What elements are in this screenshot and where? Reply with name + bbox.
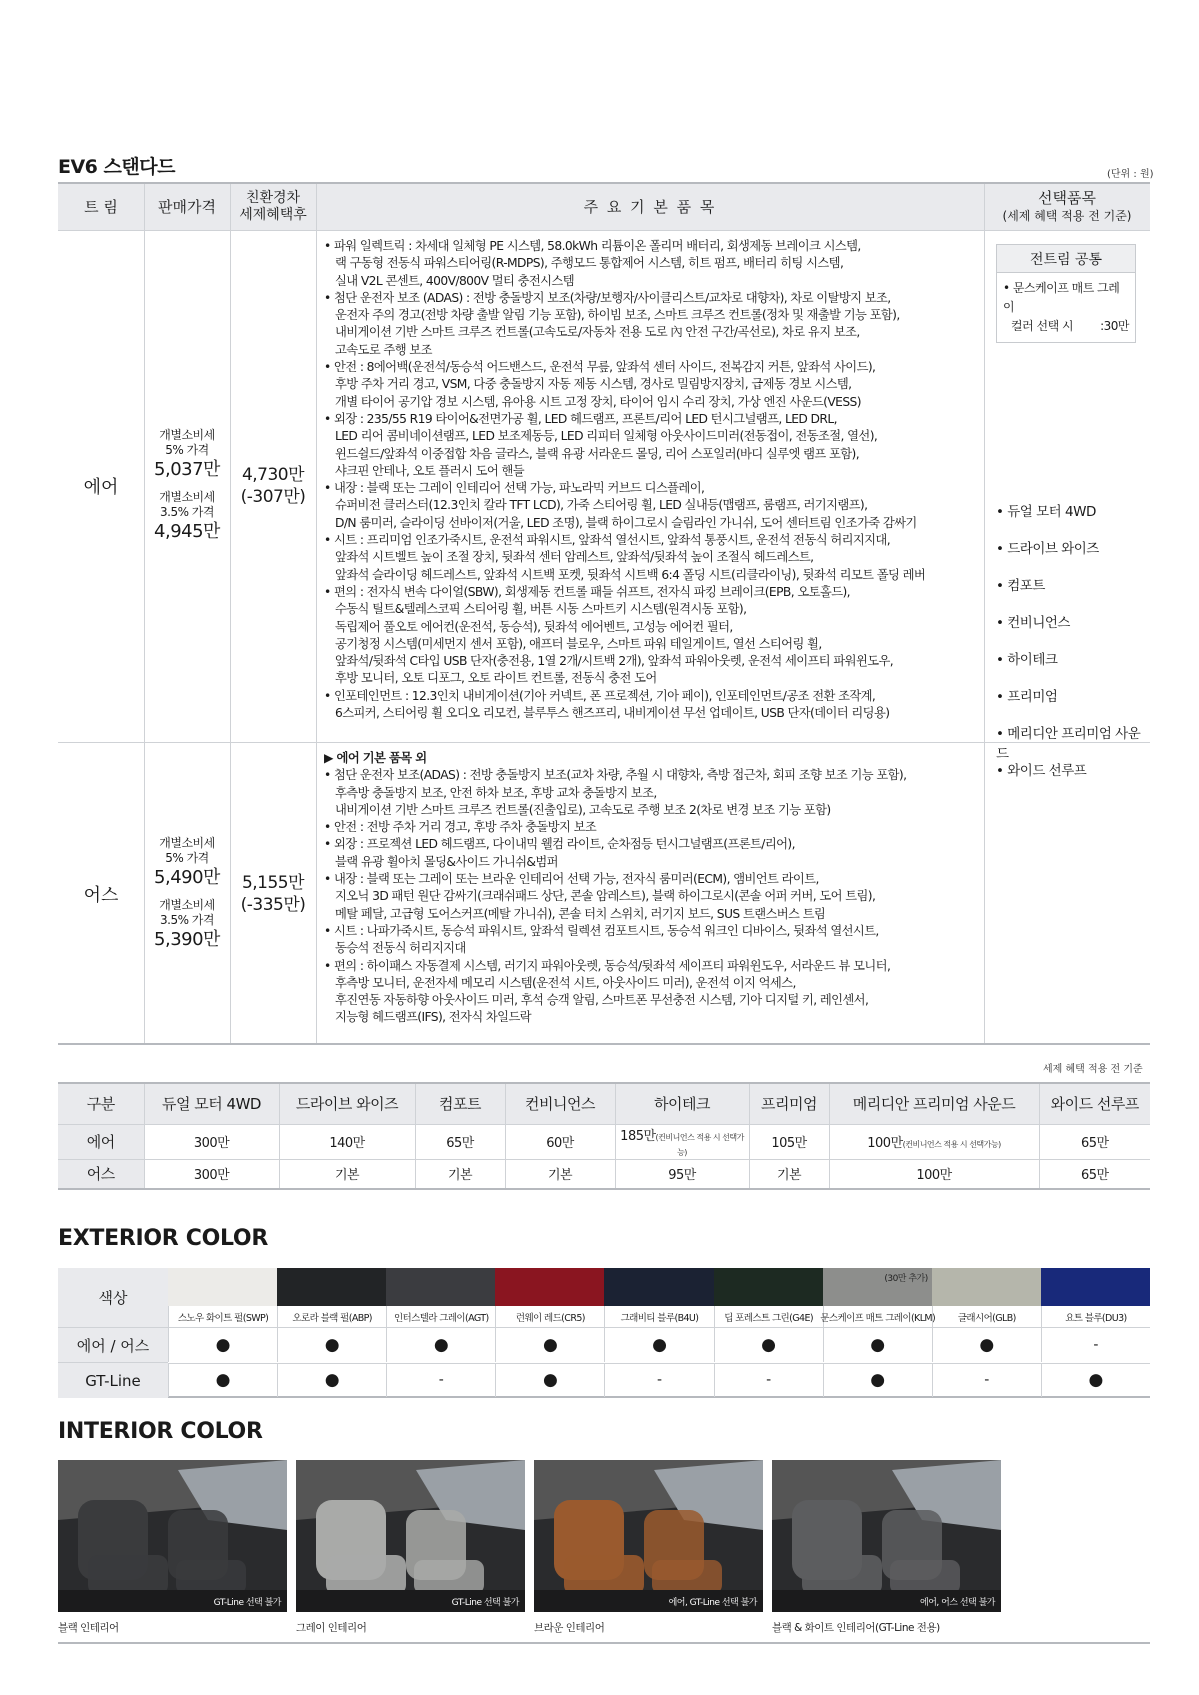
option-price-value: 300만 [193,1168,230,1184]
color-name: 글래시어(GLB) [932,1306,1041,1328]
feature-line: ▶ 에어 기본 품목 외 [324,751,427,765]
availability-value: - [438,1372,444,1388]
option-price-cell [505,1159,615,1188]
benefit-earth [230,742,316,1045]
seat-illustration [296,1460,525,1612]
option-price-header: 구분 [58,1084,144,1124]
seat-illustration [534,1460,763,1612]
price-value: 5,490만 [154,866,220,888]
option-item: • 프리미엄 [996,689,1058,705]
feature-line: • 안전 : 8에어백(운전석/동승석 어드밴스드, 운전석 무릎, 앞좌석 센터 사이드, 전복감지 커튼, 앞좌석 사이드), [324,360,876,375]
availability-mark [714,1363,823,1397]
availability-mark [495,1328,604,1362]
price-air [144,230,230,742]
common-option-body [997,273,1135,342]
option-price-cell [749,1124,829,1159]
availability-value: ● [652,1335,667,1355]
header-price: 판매가격 [158,198,216,216]
feature-line: • 첨단 운전자 보조(ADAS) : 전방 충돌방지 보조(교차 차량, 추월 시 대향차, 측방 접근차, 회피 조향 보조 기능 포함), [324,768,907,783]
unit-label: (단위 : 원) [1107,169,1154,180]
option-price-value: 95만 [668,1168,696,1184]
feature-line: • 시트 : 나파가죽시트, 동승석 파워시트, 앞좌석 릴렉션 컴포트시트, 동승석 워크인 디바이스, 뒷좌석 열선시트, [324,923,879,938]
color-name: 딥 포레스트 그린(G4E) [714,1306,823,1328]
benefit-air [230,230,316,742]
option-price-value: 기본 [547,1168,573,1184]
feature-line: 운전자 주의 경고(전방 차량 출발 알림 기능 포함), 하이빔 보조, 스마트 크루즈 컨트롤(정차 및 재출발 기능 포함), [335,308,900,323]
availability-mark [604,1363,713,1397]
availability-mark [168,1328,277,1362]
option-price-header: 와이드 선루프 [1039,1084,1150,1124]
feature-line: • 시트 : 프리미엄 인조가죽시트, 운전석 파워시트, 앞좌석 열선시트, 앞좌석 통풍시트, 운전석 전동식 허리지지대, [324,533,891,548]
option-price-value: 185만 [620,1128,656,1144]
feature-line: 앞좌석/뒷좌석 C타입 USB 단자(충전용, 1열 2개/시트백 2개), 앞좌석 파워아웃렛, 운전석 세이프티 파워윈도우, [335,654,894,669]
color-swatch [714,1268,823,1306]
availability-mark [277,1328,386,1362]
interior-photo [534,1460,763,1612]
availability-value: ● [215,1370,231,1390]
availability-mark [168,1363,277,1397]
option-price-header: 프리미엄 [749,1084,829,1124]
feature-line: 블랙 유광 휠아치 몰딩&사이드 가니쉬&범퍼 [335,854,558,869]
common-option-price: :30만 [1100,319,1129,333]
price-label: 5% 가격 [165,443,209,457]
feature-line: 공기청정 시스템(미세먼지 센서 포함), 애프터 블로우, 스마트 파워 테일게이트, 열선 스티어링 휠, [335,636,822,651]
row-label-gtline: GT-Line [58,1363,168,1398]
option-price-header: 메리디안 프리미엄 사운드 [829,1084,1039,1124]
option-price-value: 300만 [193,1136,230,1151]
availability-value: ● [761,1335,777,1355]
color-name: 오로라 블랙 펄(ABP) [277,1306,386,1328]
feature-line: 수동식 틸트&텔레스코픽 스티어링 휠, 버튼 시동 스마트키 시스템(원격시동 포함), [335,602,747,617]
benefit-value: 4,730만 [241,465,305,485]
option-price-note: (컨비니언스 적용 시 선택가능) [902,1140,1001,1149]
color-swatch [168,1268,277,1306]
option-price-value: 100만 [867,1136,903,1151]
common-option-line: 컬러 선택 시 [1011,319,1074,333]
seat-illustration [772,1460,1001,1612]
feature-line: 개별 타이어 공기압 경보 시스템, 유아용 시트 고정 장치, 타이어 임시 수리 장치, 가상 엔진 사운드(VESS) [335,394,861,409]
color-name: 스노우 화이트 펄(SWP) [168,1306,277,1328]
availability-value: ● [215,1335,231,1355]
color-swatch [495,1268,604,1306]
option-price-cell [615,1159,749,1188]
option-price-cell [829,1124,1039,1159]
common-option-title: 전트림 공통 [997,245,1135,273]
common-option-line: • 문스케이프 매트 그레이 [1003,281,1120,314]
availability-value: - [656,1372,663,1388]
feature-line: • 첨단 운전자 보조 (ADAS) : 전방 충돌방지 보조(차량/보행자/사이클리스트/교차로 대향차), 차로 이탈방지 보조, [324,290,891,305]
feature-line: 고속도로 주행 보조 [335,342,432,357]
availability-value: ● [542,1370,558,1390]
feature-line: 후진연동 자동하향 아웃사이드 미러, 후석 승객 알림, 스마트폰 무선충전 시스템, 기아 디지털 키, 레인센서, [335,993,869,1008]
option-price-header: 컴포트 [415,1084,505,1124]
availability-mark [823,1363,932,1397]
feature-line: 지능형 헤드램프(IFS), 전자식 차일드락 [335,1010,532,1025]
price-value: 5,390만 [154,928,220,950]
option-price-header: 컨비니언스 [505,1084,615,1124]
price-value: 4,945만 [154,521,220,542]
feature-line: • 외장 : 프로젝션 LED 헤드램프, 다이내믹 웰컴 라이트, 순차점등 턴시그널램프(프론트/리어), [324,837,795,852]
trim-air: 에어 [83,477,119,498]
header-options-line2: (세제 혜택 적용 전 기준) [1002,209,1132,223]
option-price-header: 하이테크 [615,1084,749,1124]
option-item: • 메리디안 프리미엄 사운드 [996,726,1141,762]
availability-mark [823,1328,932,1362]
option-item: • 드라이브 와이즈 [996,541,1099,557]
availability-value: ● [870,1335,886,1355]
interior-caption: 브라운 인테리어 [534,1622,605,1634]
swatch-badge: (30만 추가) [884,1274,928,1284]
row-trim: 어스 [58,1159,144,1188]
price-label: 5% 가격 [165,850,209,865]
feature-line: • 편의 : 전자식 변속 다이얼(SBW), 회생제동 컨트롤 패들 쉬프트, 전자식 파킹 브레이크(EPB, 오토홀드), [324,584,850,599]
seat-illustration [58,1460,287,1612]
option-item: • 컨비니언스 [996,615,1070,631]
feature-line: • 내장 : 블랙 또는 그레이 인테리어 선택 가능, 파노라믹 커브드 디스플레이, [324,481,705,496]
feature-line: • 내장 : 블랙 또는 그레이 또는 브라운 인테리어 선택 가능, 전자식 룸미러(ECM), 앰비언트 라이트, [324,872,819,887]
feature-line: LED 리어 콤비네이션램프, LED 보조제동등, LED 리피터 일체형 아웃사이드미러(전동접이, 전동조절, 열선), [335,429,878,444]
price-label: 개별소비세 [159,428,215,442]
availability-value: ● [979,1335,995,1355]
color-name: 런웨이 레드(CR5) [495,1306,604,1328]
row-trim: 에어 [58,1124,144,1159]
interior-badge: GT-Line 선택 불가 [451,1598,519,1608]
option-price-cell [1039,1124,1150,1159]
option-item: • 컴포트 [996,578,1045,594]
table-row [58,1124,1150,1159]
feature-line: 샤크핀 안테나, 오토 플러시 도어 핸들 [335,463,525,478]
features-air [324,238,984,722]
price-label: 3.5% 가격 [160,912,214,927]
availability-value: ● [870,1370,886,1390]
header-options [984,184,1150,230]
benefit-value: 5,155만 [241,872,305,893]
availability-value: ● [542,1335,558,1355]
price-label: 3.5% 가격 [160,505,214,519]
trim-earth: 어스 [83,884,119,906]
header-benefit [230,184,316,230]
color-name: 인터스텔라 그레이(AGT) [386,1306,495,1328]
interior-caption: 블랙 인테리어 [58,1622,119,1634]
benefit-diff: (-335만) [240,894,306,915]
option-price-value: 105만 [771,1136,807,1151]
option-price-table [58,1082,1150,1190]
availability-mark [932,1328,1041,1362]
header-benefit-line1: 친환경차 [245,190,301,206]
interior-badge: 에어, 어스 선택 불가 [920,1598,995,1608]
availability-mark [1041,1328,1150,1362]
option-price-value: 65만 [1080,1168,1109,1184]
color-swatch [1041,1268,1150,1306]
price-label: 개별소비세 [159,897,215,912]
price-value: 5,037만 [154,459,220,480]
interior-photo [58,1460,287,1612]
option-price-cell [615,1124,749,1159]
feature-line: 동승석 전동식 허리지지대 [335,941,466,956]
price-earth [144,742,230,1045]
availability-value: - [1093,1337,1099,1353]
interior-badge: GT-Line 선택 불가 [213,1598,281,1608]
option-item: • 와이드 선루프 [996,763,1087,779]
feature-line: 실내 V2L 콘센트, 400V/800V 멀티 충전시스템 [335,273,574,288]
feature-line: 메탈 페달, 고급형 도어스커프(메탈 가니쉬), 콘솔 터치 스위치, 러기지 보드, SUS 트랜스버스 트림 [335,906,826,921]
bottom-rule [58,1642,1150,1644]
availability-value: ● [324,1370,340,1390]
availability-value: ● [324,1335,340,1355]
interior-caption: 그레이 인테리어 [296,1622,367,1634]
color-name: 문스케이프 매트 그레이(KLM) [823,1306,932,1328]
feature-line: 슈퍼비전 클러스터(12.3인치 칼라 TFT LCD), 가죽 스티어링 휠, LED 실내등(맵램프, 룸램프, 러기지램프), [335,498,868,513]
exterior-title: EXTERIOR COLOR [58,1226,268,1251]
feature-line: 앞좌석 시트벨트 높이 조절 장치, 뒷좌석 센터 암레스트, 앞좌석/뒷좌석 높이 조절식 헤드레스트, [335,550,814,565]
header-features: 주 요 기 본 품 목 [583,198,717,216]
color-name: 그래비티 블루(B4U) [604,1306,713,1328]
option-item: • 하이테크 [996,652,1058,668]
option-price-cell [144,1159,279,1188]
feature-line: 랙 구동형 전동식 파워스티어링(R-MDPS), 주행모드 통합제어 시스템, 히트 펌프, 배터리 히팅 시스템, [335,256,844,271]
color-swatch [386,1268,495,1306]
feature-line: • 안전 : 전방 주차 거리 경고, 후방 주차 충돌방지 보조 [324,820,597,835]
price-label: 개별소비세 [159,490,215,504]
feature-line: 내비게이션 기반 스마트 크루즈 컨트롤(고속도로/자동차 전용 도로 內 안전 구간/곡선로), 차로 유지 보조, [335,325,860,340]
option-price-cell [1039,1159,1150,1188]
option-price-cell [415,1124,505,1159]
availability-value: - [984,1372,990,1388]
feature-line: 앞좌석 슬라이딩 헤드레스트, 앞좌석 시트백 포켓, 뒷좌석 시트백 6:4 폴딩 시트(리클라이닝), 뒷좌석 리모트 폴딩 레버 [335,567,926,582]
availability-value: - [766,1372,772,1388]
availability-mark [604,1328,713,1362]
exterior-color-table [58,1268,1150,1398]
feature-line: 윈드쉴드/앞좌석 이중접합 차음 글라스, 블랙 유광 서라운드 몰딩, 리어 스포일러(바디 실루엣 램프 포함), [335,446,860,461]
common-option-box [996,244,1136,343]
option-price-cell [144,1124,279,1159]
option-item: • 듀얼 모터 4WD [996,504,1096,520]
availability-mark [386,1328,495,1362]
header-trim: 트 림 [84,198,118,216]
option-price-note: (컨비니언스 적용 시 선택가능) [655,1132,744,1157]
availability-value: ● [1088,1370,1104,1390]
interior-badge: 에어, GT-Line 선택 불가 [668,1598,757,1608]
interior-caption: 블랙 & 화이트 인테리어(GT-Line 전용) [772,1622,940,1634]
option-price-value: 60만 [546,1136,574,1151]
option-price-cell [279,1124,415,1159]
availability-mark [714,1328,823,1362]
feature-line: • 인포테인먼트 : 12.3인치 내비게이션(기아 커넥트, 폰 프로젝션, 기아 페이), 인포테인먼트/공조 전환 조작계, [324,688,876,703]
feature-line: D/N 룸미러, 슬라이딩 선바이저(거울, LED 조명), 블랙 하이그로시 슬림라인 가니쉬, 도어 센터트림 인조가죽 감싸기 [335,515,917,530]
option-price-cell [415,1159,505,1188]
header-options-line1: 선택품목 [1038,189,1096,207]
feature-line: • 편의 : 하이패스 자동결제 시스템, 러기지 파워아웃렛, 동승석/뒷좌석 세이프티 파워윈도우, 서라운드 뷰 모니터, [324,958,891,973]
availability-value: ● [433,1335,449,1355]
feature-line: 후방 주차 거리 경고, VSM, 다중 충돌방지 자동 제동 시스템, 경사로 밀림방지장치, 급제동 경보 시스템, [335,377,852,392]
header-benefit-line2: 세제혜택후 [239,207,307,223]
option-price-cell [505,1124,615,1159]
option-price-value: 기본 [447,1168,473,1184]
color-swatch [604,1268,713,1306]
features-earth [324,750,984,1027]
feature-line: 후측방 모니터, 운전자세 메모리 시스템(운전석 시트, 아웃사이드 미러), 운전석 이지 억세스, [335,975,796,990]
feature-line: • 파워 일렉트릭 : 차세대 일체형 PE 시스템, 58.0kWh 리튬이온 폴리머 배터리, 회생제동 브레이크 시스템, [324,239,861,253]
benefit-diff: (-307만) [240,487,306,507]
option-price-value: 100만 [916,1168,952,1184]
table-note: 세제 혜택 적용 전 기준 [1043,1064,1143,1075]
option-price-value: 기본 [334,1168,360,1184]
option-price-value: 기본 [776,1168,802,1184]
color-swatch [277,1268,386,1306]
option-price-value: 65만 [1080,1136,1109,1151]
feature-line: 후방 모니터, 오토 디포그, 오토 라이트 컨트롤, 전동식 충전 도어 [335,671,657,686]
interior-photo [772,1460,1001,1612]
color-label: 색상 [58,1268,168,1328]
color-swatch [823,1268,932,1306]
feature-line: 독립제어 풀오토 에어컨(운전석, 동승석), 뒷좌석 에어벤트, 고성능 에어컨 필터, [335,619,733,634]
availability-mark [1041,1363,1150,1397]
price-label: 개별소비세 [159,835,215,850]
feature-line: 후측방 충돌방지 보조, 안전 하차 보조, 후방 교차 충돌방지 보조, [335,785,657,800]
feature-line: 지오닉 3D 패턴 원단 감싸기(크래쉬패드 상단, 콘솔 암레스트), 블랙 하이그로시(콘솔 어퍼 커버, 도어 트림), [335,889,876,904]
option-price-cell [749,1159,829,1188]
option-price-value: 65만 [446,1136,474,1151]
option-list [996,500,1150,796]
feature-line: 내비게이션 기반 스마트 크루즈 컨트롤(진출입로), 고속도로 주행 보조 2(차로 변경 보조 기능 포함) [335,802,831,817]
availability-mark [277,1363,386,1397]
interior-photo [296,1460,525,1612]
availability-mark [386,1363,495,1397]
section-title: EV6 스탠다드 [58,156,175,178]
row-label-air-earth: 에어 / 어스 [58,1328,168,1363]
availability-mark [932,1363,1041,1397]
color-swatch [932,1268,1041,1306]
option-price-header: 드라이브 와이즈 [279,1084,415,1124]
interior-title: INTERIOR COLOR [58,1419,263,1444]
color-name: 요트 블루(DU3) [1041,1306,1150,1328]
option-price-cell [829,1159,1039,1188]
feature-line: • 외장 : 235/55 R19 타이어&전면가공 휠, LED 헤드램프, 프론트/리어 LED 턴시그널램프, LED DRL, [324,411,837,426]
trim-spec-table [58,182,1150,1045]
option-price-header: 듀얼 모터 4WD [144,1084,279,1124]
availability-mark [495,1363,604,1397]
option-price-cell [279,1159,415,1188]
option-price-value: 140만 [329,1136,365,1151]
table-row [58,1159,1150,1188]
feature-line: 6스피커, 스티어링 휠 오디오 리모컨, 블루투스 핸즈프리, 내비게이션 무선 업데이트, USB 단자(데이터 리딩용) [335,706,890,721]
